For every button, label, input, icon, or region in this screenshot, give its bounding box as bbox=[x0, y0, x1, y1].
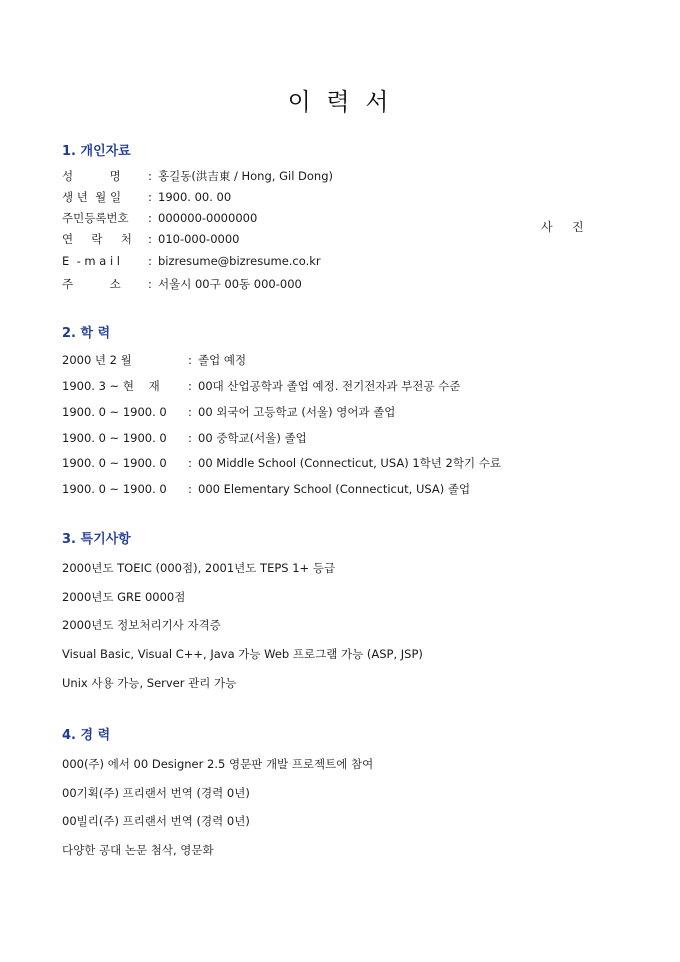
education-detail: 00 Middle School (Connecticut, USA) 1학년 2학기 수료 bbox=[198, 456, 501, 470]
personal-label: 주민등록번호 bbox=[62, 211, 129, 225]
career-item: 000(주) 에서 00 Designer 2.5 영문판 개발 프로젝트에 참여 bbox=[62, 757, 374, 771]
section-heading-career: 4. 경 력 bbox=[62, 728, 111, 743]
education-row bbox=[62, 430, 307, 446]
personal-value: 서울시 00구 00동 000-000 bbox=[158, 277, 302, 291]
separator: : bbox=[188, 379, 192, 393]
education-row bbox=[62, 455, 501, 471]
section-heading-personal: 1. 개인자료 bbox=[62, 144, 131, 159]
education-detail: 00 중학교(서울) 졸업 bbox=[198, 431, 307, 445]
education-detail: 졸업 예정 bbox=[198, 353, 247, 367]
personal-label: 생 년 월 일 bbox=[62, 190, 122, 204]
personal-row-name bbox=[62, 168, 333, 184]
personal-value: 1900. 00. 00 bbox=[158, 190, 232, 204]
personal-value: 010-000-0000 bbox=[158, 232, 240, 246]
separator: : bbox=[148, 277, 152, 291]
separator: : bbox=[148, 169, 152, 183]
education-period: 1900. 0 ~ 1900. 0 bbox=[62, 431, 167, 445]
section-heading-education: 2. 학 력 bbox=[62, 326, 111, 341]
personal-label: 성 명 bbox=[62, 169, 121, 183]
education-detail: 00대 산업공학과 졸업 예정. 전기전자과 부전공 수준 bbox=[198, 379, 461, 393]
personal-row-phone bbox=[62, 231, 239, 247]
education-period: 1900. 0 ~ 1900. 0 bbox=[62, 405, 167, 419]
career-item: 다양한 공대 논문 첨삭, 영문화 bbox=[62, 843, 214, 857]
photo-placeholder: 사 진 bbox=[541, 220, 586, 234]
education-period: 1900. 3 ~ 현 재 bbox=[62, 379, 160, 393]
section-heading-special: 3. 특기사항 bbox=[62, 532, 131, 547]
personal-label: 연 락 처 bbox=[62, 232, 132, 246]
personal-row-id-number bbox=[62, 210, 257, 226]
personal-value: bizresume@bizresume.co.kr bbox=[158, 254, 321, 268]
special-item: 2000년도 정보처리기사 자격증 bbox=[62, 618, 221, 632]
separator: : bbox=[148, 232, 152, 246]
education-row bbox=[62, 481, 470, 497]
education-row bbox=[62, 352, 246, 368]
separator: : bbox=[188, 456, 192, 470]
separator: : bbox=[188, 353, 192, 367]
special-item: 2000년도 GRE 0000점 bbox=[62, 590, 186, 604]
separator: : bbox=[148, 190, 152, 204]
special-item: Unix 사용 가능, Server 관리 가능 bbox=[62, 676, 237, 690]
special-item: 2000년도 TOEIC (000점), 2001년도 TEPS 1+ 등급 bbox=[62, 561, 336, 575]
special-item: Visual Basic, Visual C++, Java 가능 Web 프로그램 가능 (ASP, JSP) bbox=[62, 647, 423, 661]
education-period: 2000 년 2 월 bbox=[62, 353, 132, 367]
education-row bbox=[62, 378, 460, 394]
career-item: 00빌리(주) 프리랜서 번역 (경력 0년) bbox=[62, 814, 250, 828]
personal-row-address bbox=[62, 276, 302, 292]
education-period: 1900. 0 ~ 1900. 0 bbox=[62, 482, 167, 496]
education-row bbox=[62, 404, 395, 420]
education-detail: 000 Elementary School (Connecticut, USA) 졸업 bbox=[198, 482, 471, 496]
education-detail: 00 외국어 고등학교 (서울) 영어과 졸업 bbox=[198, 405, 396, 419]
personal-label: 주 소 bbox=[62, 277, 121, 291]
education-period: 1900. 0 ~ 1900. 0 bbox=[62, 456, 167, 470]
separator: : bbox=[188, 431, 192, 445]
personal-value: 000000-0000000 bbox=[158, 211, 258, 225]
separator: : bbox=[188, 482, 192, 496]
career-item: 00기획(주) 프리랜서 번역 (경력 0년) bbox=[62, 786, 250, 800]
personal-row-birthdate bbox=[62, 189, 231, 205]
personal-value: 홍길동(洪吉東 / Hong, Gil Dong) bbox=[158, 169, 334, 183]
separator: : bbox=[148, 254, 152, 268]
separator: : bbox=[188, 405, 192, 419]
separator: : bbox=[148, 211, 152, 225]
document-title: 이 력 서 bbox=[287, 88, 393, 116]
personal-row-email bbox=[62, 254, 321, 268]
personal-label: E - m a i l bbox=[62, 254, 120, 268]
